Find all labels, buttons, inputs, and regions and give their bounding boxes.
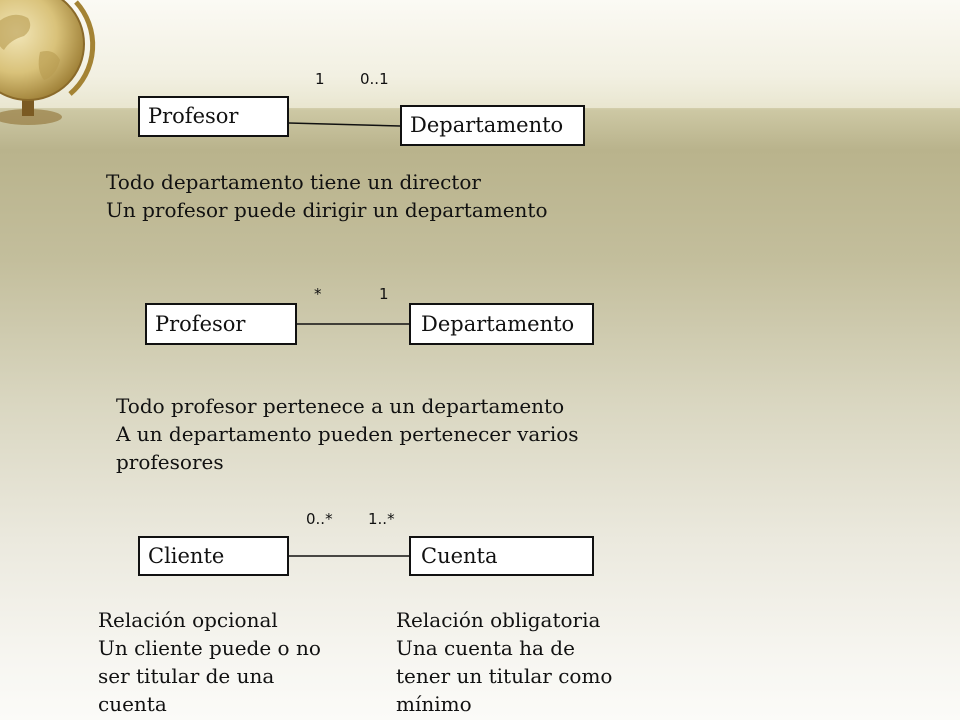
multiplicity-right-2: 1 [379, 285, 389, 303]
class-name: Departamento [421, 311, 575, 336]
class-box-profesor-1 [138, 96, 289, 137]
description-line: Todo departamento tiene un director [106, 170, 481, 194]
note-line: ser titular de una [98, 664, 275, 688]
note-mandatory [396, 606, 686, 718]
multiplicity-left-2: * [314, 285, 322, 303]
multiplicity-left-3: 0..* [306, 510, 333, 528]
description-2 [116, 392, 676, 476]
class-name: Profesor [148, 104, 239, 128]
class-name: Cliente [148, 543, 225, 568]
multiplicity-left-1: 1 [315, 70, 325, 88]
association-line-1 [289, 123, 400, 126]
description-line: profesores [116, 450, 224, 474]
description-line: Un profesor puede dirigir un departamento [106, 198, 548, 222]
note-line: Una cuenta ha de [396, 636, 575, 660]
description-line: Todo profesor pertenece a un departamento [116, 394, 565, 418]
class-box-departamento-2 [409, 303, 594, 345]
class-box-profesor-2 [145, 303, 297, 345]
note-optional [98, 606, 368, 718]
multiplicity-right-3: 1..* [368, 510, 395, 528]
class-name: Departamento [410, 113, 564, 137]
note-line: tener un titular como [396, 664, 613, 688]
multiplicity-right-1: 0..1 [360, 70, 389, 88]
note-line: cuenta [98, 692, 167, 716]
class-box-cliente [138, 536, 289, 576]
note-line: Un cliente puede o no [98, 636, 321, 660]
class-box-departamento-1 [400, 105, 585, 146]
class-name: Cuenta [421, 543, 498, 568]
class-box-cuenta [409, 536, 594, 576]
note-line: mínimo [396, 692, 472, 716]
class-name: Profesor [155, 311, 246, 336]
note-line: Relación obligatoria [396, 608, 601, 632]
note-line: Relación opcional [98, 608, 278, 632]
description-1 [106, 168, 666, 224]
description-line: A un departamento pueden pertenecer varios [116, 422, 579, 446]
